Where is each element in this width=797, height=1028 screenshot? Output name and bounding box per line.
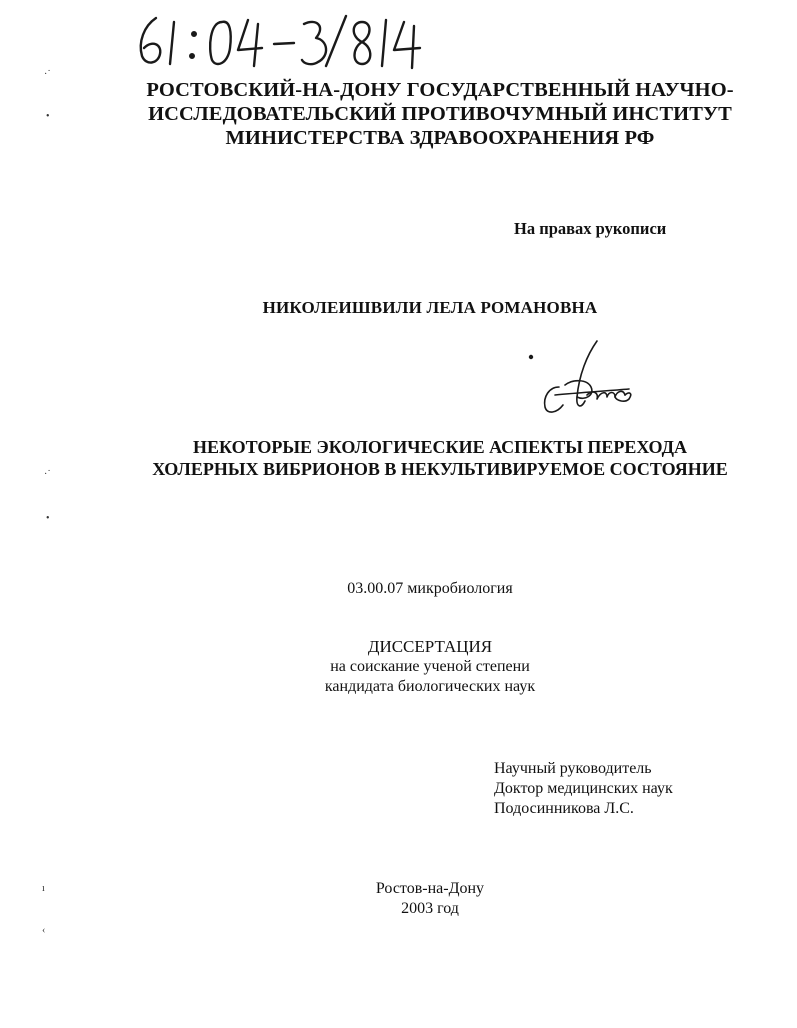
scan-mark: ı bbox=[42, 883, 45, 894]
institute-line: РОСТОВСКИЙ-НА-ДОНУ ГОСУДАРСТВЕННЫЙ НАУЧНО- bbox=[146, 79, 734, 101]
archive-code-text: 61:04-3/814 bbox=[130, 8, 135, 9]
supervisor-name: Подосинникова Л.С. bbox=[494, 800, 634, 817]
title-line: НЕКОТОРЫЕ ЭКОЛОГИЧЕСКИЕ АСПЕКТЫ ПЕРЕХОДА bbox=[192, 437, 688, 457]
supervisor-degree: Доктор медицинских наук bbox=[494, 780, 673, 797]
scan-mark: • bbox=[46, 111, 50, 122]
dissertation-title bbox=[40, 436, 797, 480]
institute-line: МИНИСТЕРСТВА ЗДРАВООХРАНЕНИЯ РФ bbox=[225, 127, 655, 149]
handwritten-archive-code bbox=[130, 8, 430, 70]
year: 2003 год bbox=[401, 900, 459, 917]
degree-line-2: кандидата биологических наук bbox=[324, 678, 536, 695]
place-and-year bbox=[60, 879, 797, 919]
scan-mark: ·˙ bbox=[44, 69, 51, 80]
supervisor-role: Научный руководитель bbox=[494, 760, 652, 777]
rights-note: На правах рукописи bbox=[514, 219, 667, 238]
title-line: ХОЛЕРНЫХ ВИБРИОНОВ В НЕКУЛЬТИВИРУЕМОЕ СОСТОЯНИЕ bbox=[152, 459, 728, 479]
scan-mark: • bbox=[46, 513, 50, 524]
dissertation-block bbox=[60, 637, 797, 697]
supervisor-block bbox=[494, 759, 673, 819]
city: Ростов-на-Дону bbox=[375, 880, 485, 897]
dissertation-heading: ДИССЕРТАЦИЯ bbox=[367, 637, 493, 656]
scan-mark: ‹ bbox=[42, 925, 46, 936]
author-signature bbox=[525, 335, 635, 420]
institute-line: ИССЛЕДОВАТЕЛЬСКИЙ ПРОТИВОЧУМНЫЙ ИНСТИТУТ bbox=[148, 103, 732, 125]
degree-line-1: на соискание ученой степени bbox=[330, 658, 530, 675]
author-name: НИКОЛЕИШВИЛИ ЛЕЛА РОМАНОВНА bbox=[262, 298, 598, 317]
specialty-code: 03.00.07 микробиология bbox=[347, 580, 513, 597]
institute-name bbox=[60, 78, 797, 150]
scan-mark: ·˙ bbox=[44, 469, 51, 480]
